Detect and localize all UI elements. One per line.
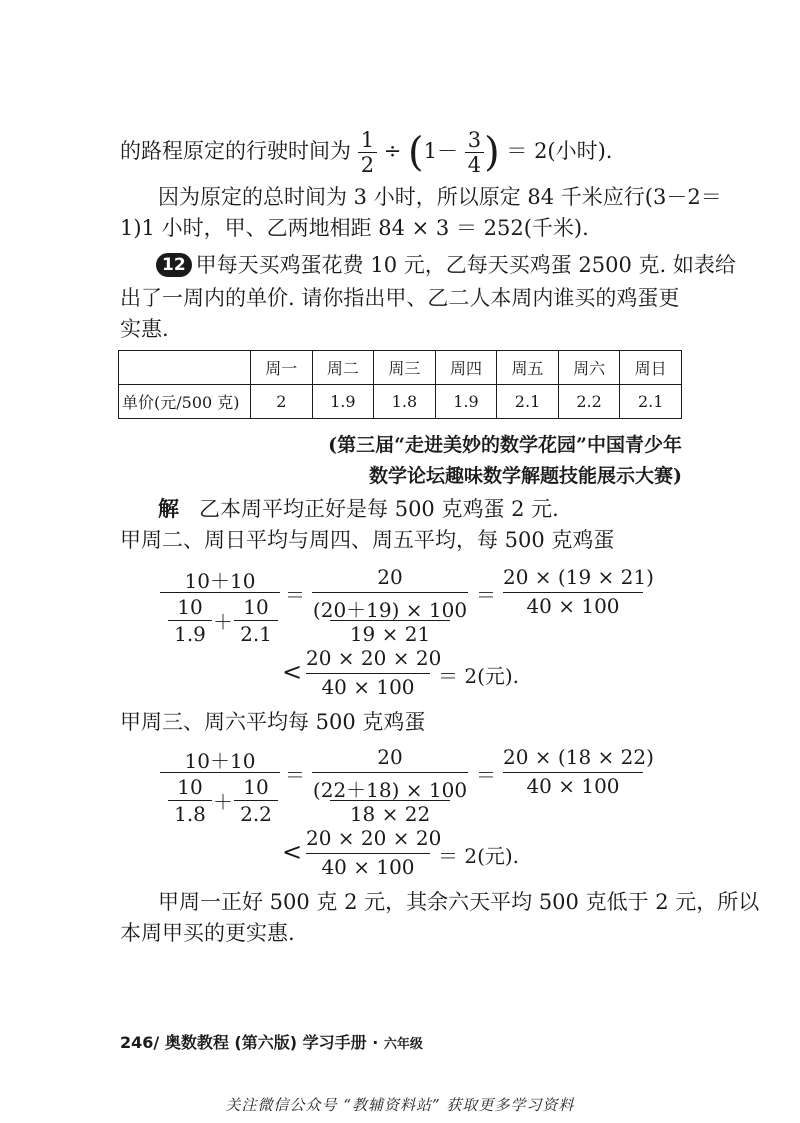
solution-line1: 解 乙本周平均正好是每 500 克鸡蛋 2 元.	[158, 496, 559, 521]
table-price-cell: 2.2	[558, 385, 620, 419]
problem-line2: 出了一周内的单价. 请你指出甲、乙二人本周内谁买的鸡蛋更	[120, 286, 680, 310]
table-day-cell: 周日	[620, 351, 682, 385]
problem-line3: 实惠.	[120, 317, 169, 341]
source-line1: (第三届“走进美妙的数学花园”中国青少年	[328, 434, 682, 456]
para2-line1: 因为原定的总时间为 3 小时，所以原定 84 千米应行(3－2＝	[158, 185, 722, 209]
table-day-cell: 周二	[312, 351, 374, 385]
fraction-one-half: $\frac{1}{2}$	[358, 128, 377, 177]
table-price-cell: 1.9	[312, 385, 374, 419]
fraction-three-quarters: $\frac{3}{4}$	[465, 128, 484, 177]
page-number: 246	[120, 1033, 154, 1052]
line-travel-time: 的路程原定的行驶时间为 $\frac{1}{2}$ ÷ (1－ $\frac{3}{4}$ ) ＝ 2(小时).	[120, 128, 613, 178]
solution-line2: 甲周二、周日平均与周四、周五平均，每 500 克鸡蛋	[120, 528, 615, 552]
conclusion-line1: 甲周一正好 500 克 2 元，其余六天平均 500 克低于 2 元，所以	[158, 890, 760, 914]
solution-line3: 甲周三、周六平均每 500 克鸡蛋	[120, 710, 426, 734]
table-row-label: 单价(元/500 克)	[119, 385, 251, 419]
table-day-cell: 周五	[497, 351, 559, 385]
table-header-row	[119, 351, 682, 385]
problem-line1: 12 甲每天买鸡蛋花费 10 元，乙每天买鸡蛋 2500 克. 如表给	[156, 250, 736, 280]
para2-line2: 1)1 小时，甲、乙两地相距 84 × 3 ＝ 252(千米).	[120, 216, 589, 240]
table-day-cell: 周三	[374, 351, 436, 385]
problem-number-badge: 12	[156, 253, 192, 277]
grade-label: 六年级	[383, 1037, 423, 1052]
conclusion-line2: 本周甲买的更实惠.	[120, 921, 295, 945]
table-price-cell: 2.1	[497, 385, 559, 419]
table-corner-cell	[119, 351, 251, 385]
table-day-cell: 周一	[251, 351, 313, 385]
book-title: 奥数教程 (第六版) 学习手册	[164, 1033, 367, 1052]
page-footer: 246/ 奥数教程 (第六版) 学习手册 · 六年级	[120, 1033, 423, 1052]
source-line2: 数学论坛趣味数学解题技能展示大赛)	[369, 465, 682, 487]
table-price-cell: 2	[251, 385, 313, 419]
table-price-cell: 1.9	[435, 385, 497, 419]
table-price-cell: 2.1	[620, 385, 682, 419]
price-table	[118, 350, 682, 419]
table-price-cell: 1.8	[374, 385, 436, 419]
table-day-cell: 周六	[558, 351, 620, 385]
table-day-cell: 周四	[435, 351, 497, 385]
table-price-row	[119, 385, 682, 419]
watermark: 关注微信公众号 “教辅资料站” 获取更多学习资料	[225, 1096, 575, 1114]
solution-label: 解	[158, 496, 179, 521]
